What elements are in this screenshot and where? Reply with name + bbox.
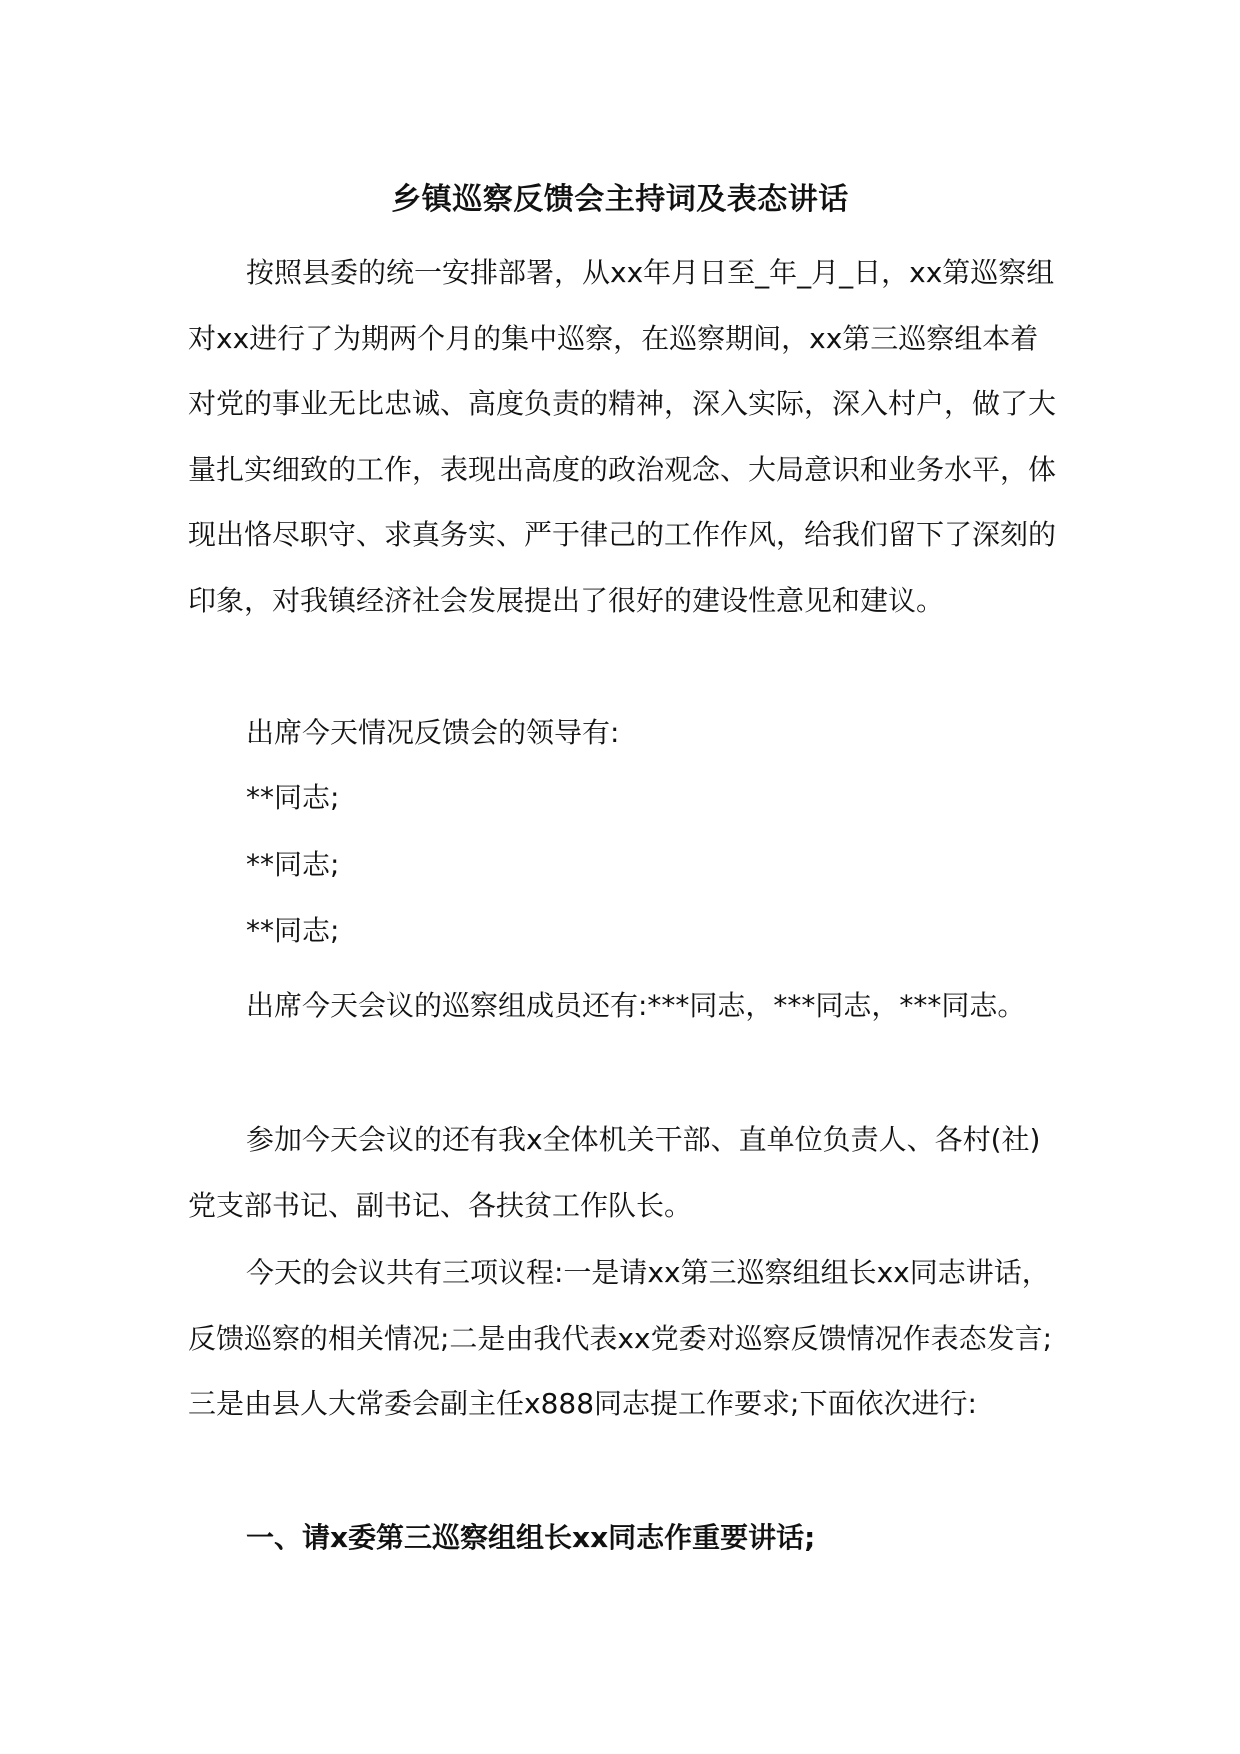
paragraph-leader-1: **同志;	[246, 781, 340, 814]
paragraph-arrangement: 按照县委的统一安排部署，从xx年月日至_年_月_日，xx第巡察组对xx进行了为期两个月的集中巡察，在巡察期间，xx第三巡察组本着对党的事业无比忠诚、高度负责的精神，深入实际，深入村户，做了大量扎实细致的工作，表现出高度的政治观念、大局意识和业务水平，体现出恪尽职守、求真务实、严于律己的工作作风，给我们留下了深刻的印象，对我镇经济社会发展提出了很好的建设性意见和建议。	[188, 256, 1057, 617]
paragraph-agenda: 今天的会议共有三项议程:一是请xx第三巡察组组长xx同志讲话，反馈巡察的相关情况;二是由我代表xx党委对巡察反馈情况作表态发言;三是由县人大常委会副主任x888同志提工作要求;下面依次进行:	[188, 1256, 1053, 1420]
section-heading: 一、请x委第三巡察组组长xx同志作重要讲话;	[246, 1521, 816, 1554]
paragraph-leader-3: **同志;	[246, 914, 340, 947]
document-title: 乡镇巡察反馈会主持词及表态讲话	[391, 182, 849, 217]
paragraph-inspection-members: 出席今天会议的巡察组成员还有:***同志，***同志，***同志。	[246, 989, 1026, 1022]
paragraph-leader-2: **同志;	[246, 848, 340, 881]
paragraph-attendees: 参加今天会议的还有我x全体机关干部、直单位负责人、各村(社)党支部书记、副书记、各扶贫工作队长。	[188, 1123, 1041, 1222]
paragraph-leaders-intro: 出席今天情况反馈会的领导有:	[246, 716, 620, 749]
